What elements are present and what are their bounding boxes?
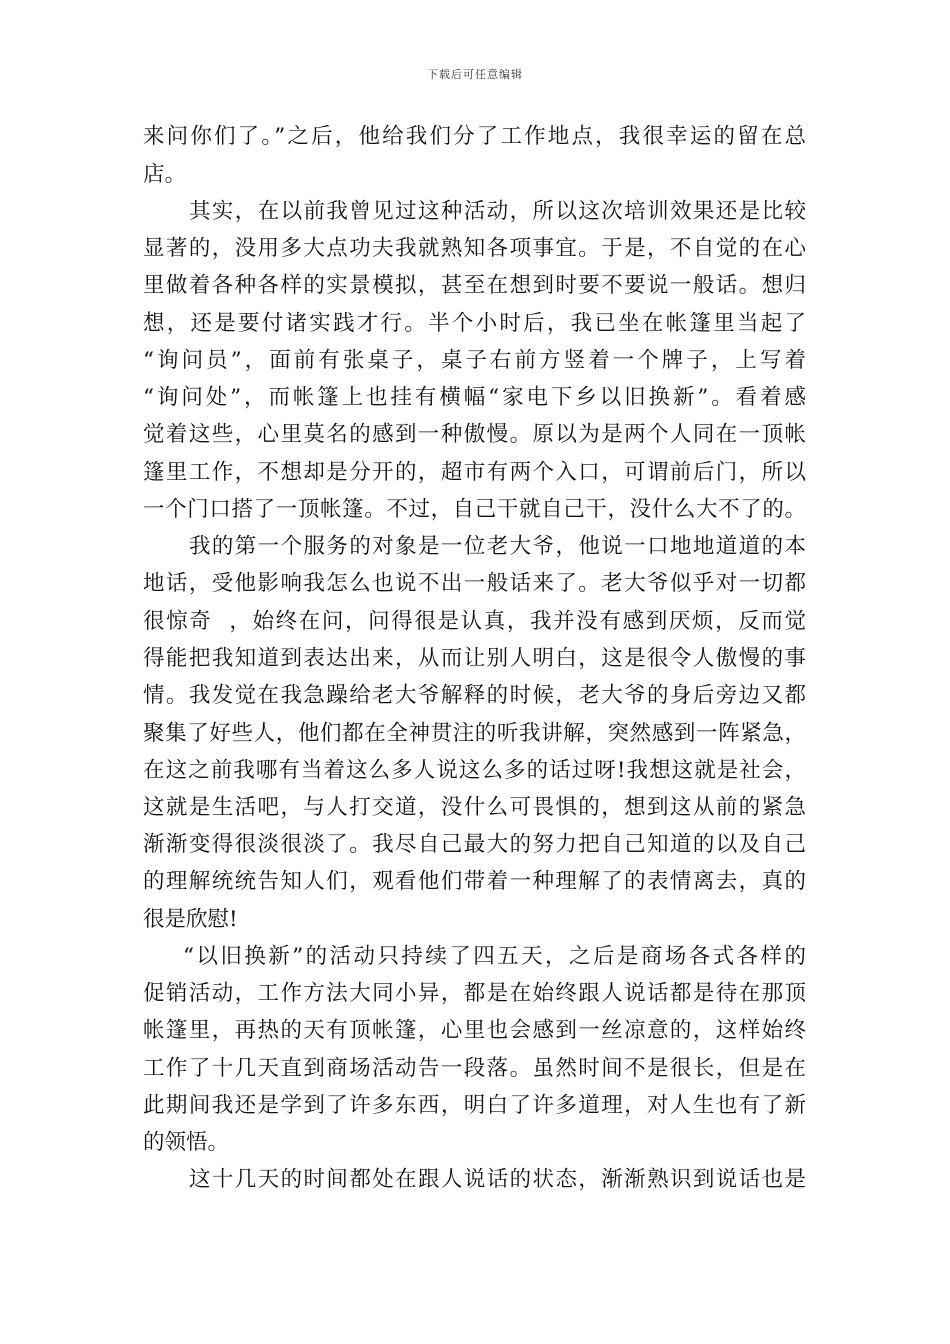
text-line: 来问你们了。”之后，他给我们分了工作地点，我很幸运的留在总 <box>143 124 806 149</box>
text-line: 觉着这些，心里莫名的感到一种傲慢。原以为是两个人同在一顶帐 <box>143 422 806 447</box>
text-line: 得能把我知道到表达出来，从而让别人明白，这是很令人傲慢的事 <box>143 646 806 671</box>
text-line: 这就是生活吧，与人打交道，没什么可畏惧的，想到这从前的紧急 <box>143 795 806 820</box>
text-line: 渐渐变得很淡很淡了。我尽自己最大的努力把自己知道的以及自己 <box>143 832 806 857</box>
text-line: 帐篷里，再热的天有顶帐篷，心里也会感到一丝凉意的，这样始终 <box>143 1018 806 1043</box>
text-line: 很惊奇 ，始终在问，问得很是认真，我并没有感到厌烦，反而觉 <box>143 609 806 634</box>
text-line: 想，还是要付诸实践才行。半个小时后，我已坐在帐篷里当起了 <box>143 311 806 336</box>
text-line: 一个门口搭了一顶帐篷。不过，自己干就自己干，没什么大不了的。 <box>143 497 806 522</box>
text-line: 其实，在以前我曾见过这种活动，所以这次培训效果还是比较 <box>189 199 806 224</box>
text-line: 很是欣慰! <box>143 907 238 932</box>
text-line: 篷里工作，不想却是分开的，超市有两个入口，可谓前后门，所以 <box>143 460 806 485</box>
text-line: 地话，受他影响我怎么也说不出一般话来了。老大爷似乎对一切都 <box>143 571 806 596</box>
text-line: 这十几天的时间都处在跟人说话的状态，渐渐熟识到说话也是 <box>189 1167 806 1192</box>
text-line: 的领悟。 <box>143 1130 230 1155</box>
page-header: 下载后可任意编辑 <box>427 68 523 81</box>
text-line: 工作了十几天直到商场活动告一段落。虽然时间不是很长，但是在 <box>143 1056 806 1081</box>
text-line: 里做着各种各样的实景模拟，甚至在想到时要不要说一般话。想归 <box>143 273 806 298</box>
text-line: 聚集了好些人，他们都在全神贯注的听我讲解，突然感到一阵紧急， <box>143 721 806 746</box>
text-line: 情。我发觉在我急躁给老大爷解释的时候，老大爷的身后旁边又都 <box>143 683 806 708</box>
text-line: “询问员”，面前有张桌子，桌子右前方竖着一个牌子，上写着 <box>143 348 806 373</box>
text-line: 我的第一个服务的对象是一位老大爷，他说一口地地道道的本 <box>189 534 806 559</box>
text-line: 在这之前我哪有当着这么多人说这么多的话过呀!我想这就是社会， <box>143 758 806 783</box>
text-line: 显著的，没用多大点功夫我就熟知各项事宜。于是，不自觉的在心 <box>143 236 806 261</box>
text-line: 促销活动，工作方法大同小异，都是在始终跟人说话都是待在那顶 <box>143 981 806 1006</box>
text-line: “以旧换新”的活动只持续了四五天，之后是商场各式各样的 <box>183 944 806 969</box>
text-line: “询问处”，而帐篷上也挂有横幅“家电下乡以旧换新”。看着感 <box>143 385 806 410</box>
text-line: 店。 <box>143 162 187 187</box>
text-line: 的理解统统告知人们，观看他们带着一种理解了的表情离去，真的 <box>143 869 806 894</box>
text-line: 此期间我还是学到了许多东西，明白了许多道理，对人生也有了新 <box>143 1093 806 1118</box>
